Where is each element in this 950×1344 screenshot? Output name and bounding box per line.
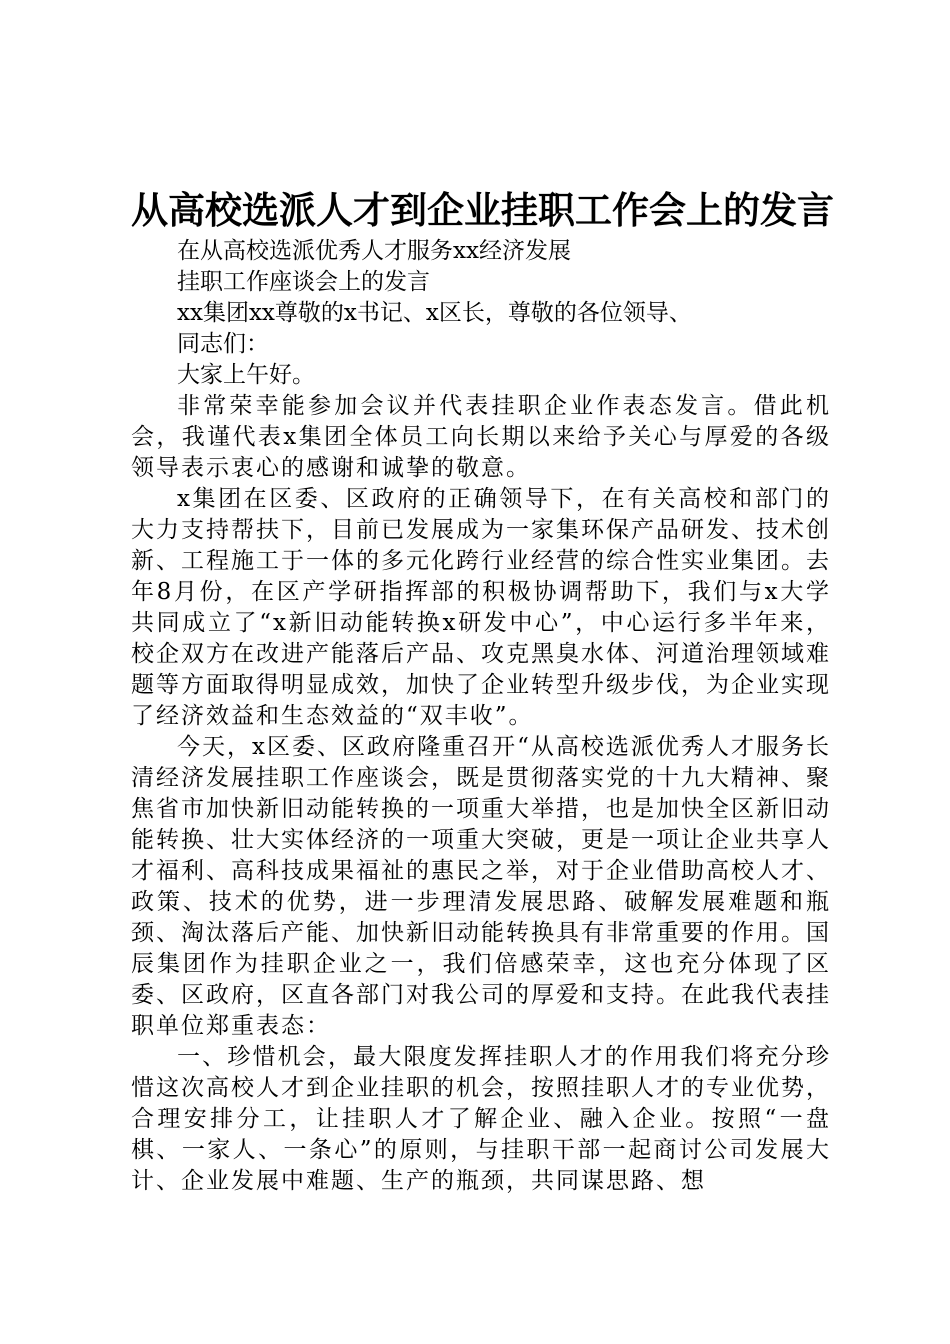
paragraph-2: x集团在区委、区政府的正确领导下，在有关高校和部门的大力支持帮扶下，目前已发展成为一家集环保产品研发、技术创新、工程施工于一体的多元化跨行业经营的综合性实业集团。去年8月份，在区产学研指挥部的积极协调帮助下，我们与x大学共同成立了“x新旧动能转换x研发中心”，中心运行多半年来，校企双方在改进产能落后产品、攻克黑臭水体、河道治理领域难题等方面取得明显成效，加快了企业转型升级步伐，为企业实现了经济效益和生态效益的“双丰收”。: [131, 486, 831, 729]
header-line-5: 大家上午好。: [177, 362, 315, 388]
header-line-1: 在从高校选派优秀人才服务xx经济发展: [177, 238, 571, 264]
header-line-3: xx集团xx尊敬的x书记、x区长，尊敬的各位领导、: [177, 300, 692, 326]
paragraph-4: 一、珍惜机会，最大限度发挥挂职人才的作用我们将充分珍惜这次高校人才到企业挂职的机会，按照挂职人才的专业优势，合理安排分工，让挂职人才了解企业、融入企业。按照“一盘棋、一家人、一条心”的原则，与挂职干部一起商讨公司发展大计、企业发展中难题、生产的瓶颈，共同谋思路、想: [131, 1044, 831, 1194]
document-title: 从高校选派人才到企业挂职工作会上的发言: [131, 188, 834, 232]
header-line-2: 挂职工作座谈会上的发言: [177, 269, 430, 295]
header-line-4: 同志们：: [177, 331, 269, 357]
document-page: [131, 188, 834, 1197]
paragraph-3: 今天，x区委、区政府隆重召开“从高校选派优秀人才服务长清经济发展挂职工作座谈会，既是贯彻落实党的十九大精神、聚焦省市加快新旧动能转换的一项重大举措，也是加快全区新旧动能转换、壮大实体经济的一项重大突破，更是一项让企业共享人才福利、高科技成果福祉的惠民之举，对于企业借助高校人才、政策、技术的优势，进一步理清发展思路、破解发展难题和瓶颈、淘汰落后产能、加快新旧动能转换具有非常重要的作用。国辰集团作为挂职企业之一，我们倍感荣幸，这也充分体现了区委、区政府，区直各部门对我公司的厚爱和支持。在此我代表挂职单位郑重表态：: [131, 734, 831, 1039]
paragraph-1: 非常荣幸能参加会议并代表挂职企业作表态发言。借此机会，我谨代表x集团全体员工向长期以来给予关心与厚爱的各级领导表示衷心的感谢和诚挚的敬意。: [131, 393, 831, 481]
